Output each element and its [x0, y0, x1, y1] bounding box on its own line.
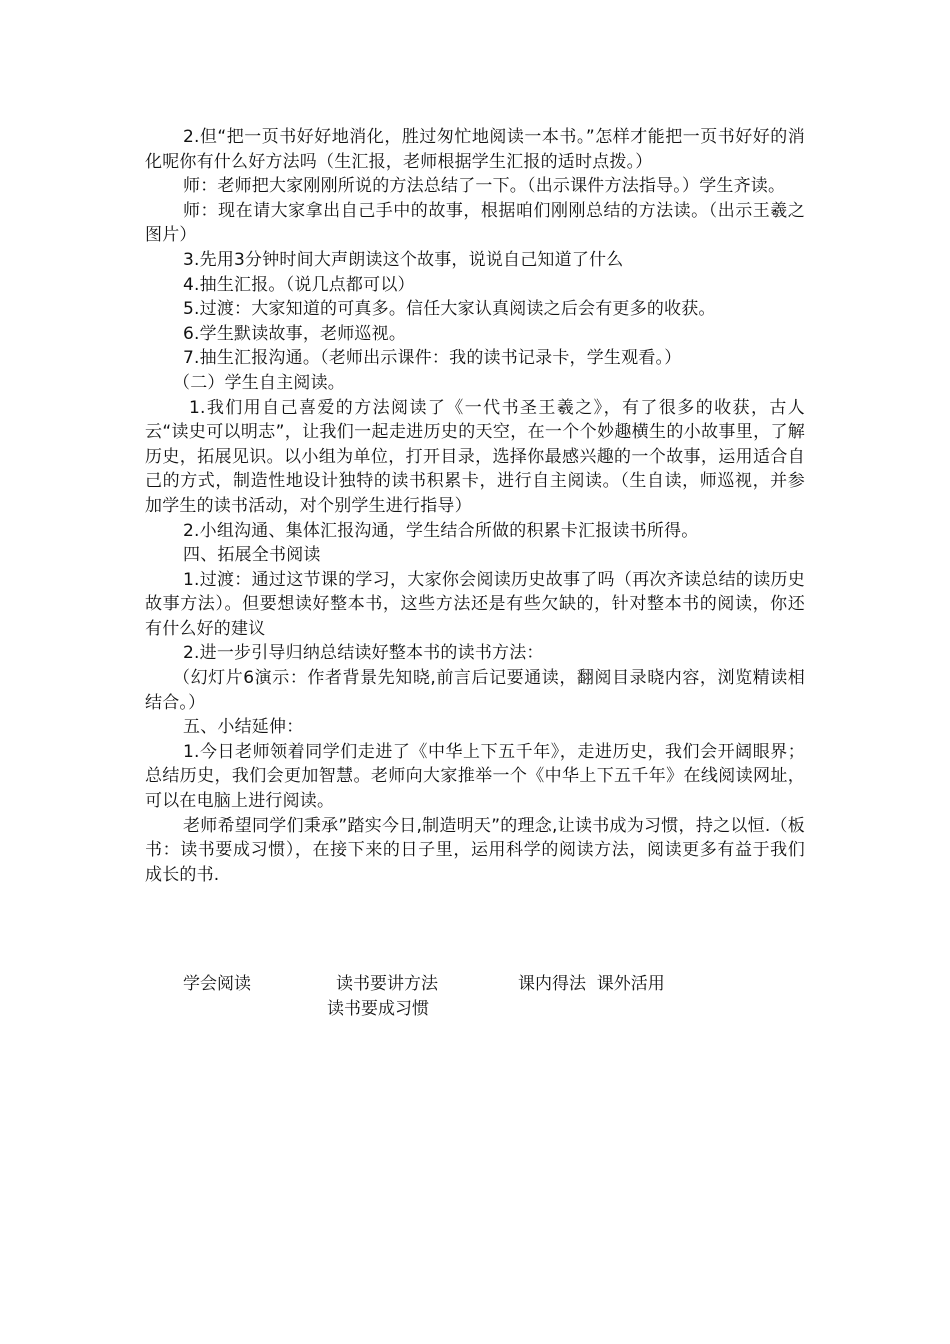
paragraph-self-reading-2: 2.小组沟通、集体汇报沟通，学生结合所做的积累卡汇报读书所得。	[183, 520, 699, 541]
paragraph-summary-2: 老师希望同学们秉承”踏实今日,制造明天”的理念,让读书成为习惯，持之以恒.（板书：读书要成习惯），在接下来的日子里，运用科学的阅读方法，阅读更多有益于我们成长的书.	[145, 815, 805, 885]
paragraph-slide-6: （幻灯片6演示：作者背景先知晓,前言后记要通读，翻阅目录晓内容，浏览精读相结合。）	[145, 668, 805, 713]
paragraph-teacher-summary: 师：老师把大家刚刚所说的方法总结了一下。（出示课件方法指导。）学生齐读。	[183, 176, 786, 197]
paragraph-step-4: 4.抽生汇报。（说几点都可以）	[183, 274, 415, 295]
section-heading-self-reading: （二）学生自主阅读。	[173, 372, 345, 393]
board-item-learn-reading: 学会阅读	[183, 974, 251, 994]
paragraph-summary-1: 1.今日老师领着同学们走进了《中华上下五千年》，走进历史，我们会开阔眼界；总结历史，我们会更加智慧。老师向大家推举一个《中华上下五千年》在线阅读网址，可以在电脑上进行阅读。	[145, 741, 805, 812]
paragraph-self-reading-1: 1.我们用自己喜爱的方法阅读了《一代书圣王羲之》，有了很多的收获，古人云“读史可以明志”，让我们一起走进历史的天空，在一个个妙趣横生的小故事里，了解历史，拓展见识。以小组为单位，打开目录，选择你最感兴趣的一个故事，运用适合自己的方式，制造性地设计独特的读书积累卡，进行自主阅读。（生自读，师巡视，并参加学生的读书活动，对个别学生进行指导）	[145, 397, 805, 516]
paragraph-take-out-story: 师：现在请大家拿出自己手中的故事，根据咱们刚刚总结的方法读。（出示王羲之图片）	[145, 200, 805, 246]
board-item-in-class-out-class: 课内得法 课外活用	[518, 974, 665, 994]
section-heading-summary: 五、小结延伸：	[183, 717, 304, 738]
paragraph-step-3: 3.先用3分钟时间大声朗读这个故事，说说自己知道了什么	[183, 249, 624, 270]
paragraph-whole-book-2: 2.进一步引导归纳总结读好整本书的读书方法：	[183, 643, 544, 664]
paragraph-step-5: 5.过渡：大家知道的可真多。信任大家认真阅读之后会有更多的收获。	[183, 299, 716, 320]
lesson-plan-body	[145, 125, 805, 887]
paragraph-step-7: 7.抽生汇报沟通。（老师出示课件：我的读书记录卡，学生观看。）	[183, 348, 682, 369]
board-item-reading-method: 读书要讲方法	[336, 974, 438, 994]
paragraph-whole-book-1: 1.过渡：通过这节课的学习，大家你会阅读历史故事了吗（再次齐读总结的读历史故事方法）。但要想读好整本书，这些方法还是有些欠缺的，针对整本书的阅读，你还有什么好的建议	[145, 569, 805, 639]
board-item-reading-habit: 读书要成习惯	[327, 999, 429, 1019]
paragraph-step-6: 6.学生默读故事，老师巡视。	[183, 323, 407, 344]
section-heading-whole-book: 四、拓展全书阅读	[183, 545, 321, 566]
paragraph-digest-one-page: 2.但“把一页书好好地消化，胜过匆忙地阅读一本书。”怎样才能把一页书好好的消化呢你有什么好方法吗（生汇报，老师根据学生汇报的适时点拨。）	[145, 127, 805, 172]
